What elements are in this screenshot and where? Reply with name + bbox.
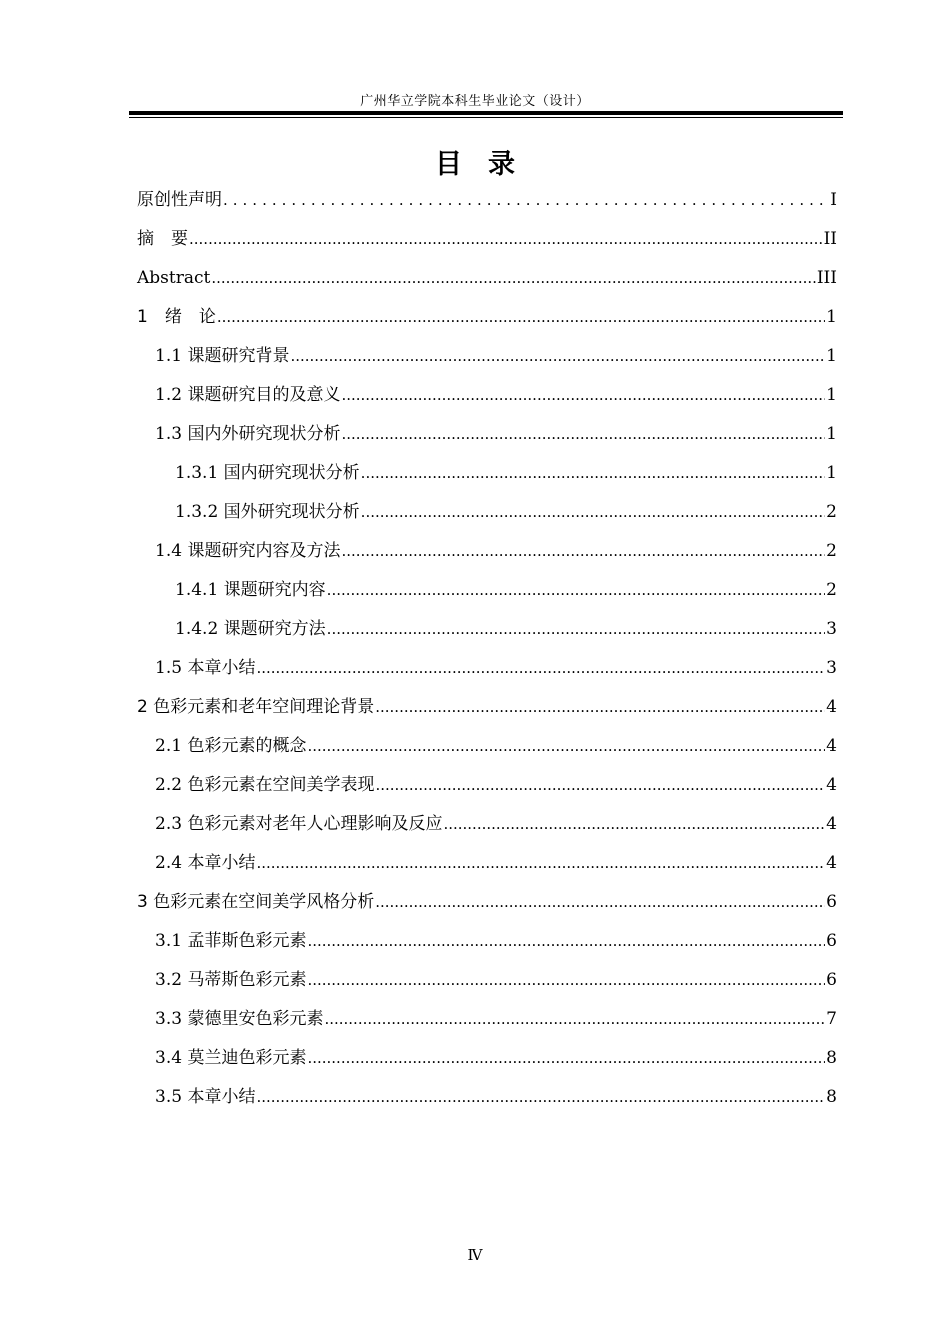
toc-entry-label: 1.4.2 课题研究方法	[175, 619, 326, 639]
toc-entry[interactable]	[137, 376, 837, 415]
toc-entry-page: 2	[826, 541, 837, 561]
toc-leader	[189, 220, 823, 259]
toc-entry-label: 1.4.1 课题研究内容	[175, 580, 326, 600]
toc-entry-label: 1.4 课题研究内容及方法	[155, 541, 341, 561]
toc-entry[interactable]	[137, 571, 837, 610]
toc-entry-page: 1	[826, 307, 837, 327]
toc-entry-page: 6	[826, 970, 837, 990]
toc-entry-page: 1	[826, 385, 837, 405]
table-of-contents	[137, 181, 837, 1117]
toc-entry[interactable]	[137, 415, 837, 454]
toc-entry-label: 2 色彩元素和老年空间理论背景	[137, 697, 375, 717]
toc-entry-page: 3	[826, 658, 837, 678]
toc-entry-page: 1	[826, 346, 837, 366]
running-header: 广州华立学院本科生毕业论文（设计）	[360, 94, 590, 109]
toc-leader	[307, 1039, 825, 1078]
toc-entry-page: 8	[826, 1048, 837, 1068]
page-number: Ⅳ	[467, 1246, 483, 1264]
toc-leader	[324, 1000, 825, 1039]
toc-entry-label: 原创性声明	[137, 190, 222, 210]
toc-entry-page: 4	[826, 814, 837, 834]
toc-entry-page: 4	[826, 736, 837, 756]
toc-entry-label: 3.3 蒙德里安色彩元素	[155, 1009, 324, 1029]
toc-leader	[223, 181, 829, 220]
toc-entry[interactable]	[137, 610, 837, 649]
toc-leader	[375, 766, 825, 805]
toc-entry-label: Abstract	[137, 268, 211, 288]
toc-entry[interactable]	[137, 220, 837, 259]
toc-entry[interactable]	[137, 337, 837, 376]
toc-leader	[307, 727, 825, 766]
toc-entry-label: 3.4 莫兰迪色彩元素	[155, 1048, 307, 1068]
toc-entry-page: 2	[826, 580, 837, 600]
toc-leader	[341, 376, 825, 415]
toc-leader	[361, 493, 826, 532]
toc-leader	[341, 532, 825, 571]
toc-leader	[256, 1078, 825, 1117]
toc-entry-page: II	[823, 229, 837, 249]
toc-entry-label: 1.1 课题研究背景	[155, 346, 290, 366]
toc-entry-label: 摘 要	[137, 229, 188, 249]
toc-leader	[256, 844, 825, 883]
toc-entry-page: 4	[826, 775, 837, 795]
toc-entry[interactable]	[137, 1000, 837, 1039]
toc-entry[interactable]	[137, 532, 837, 571]
toc-leader	[290, 337, 825, 376]
toc-entry-label: 3.2 马蒂斯色彩元素	[155, 970, 307, 990]
toc-entry[interactable]	[137, 727, 837, 766]
toc-entry-page: 4	[826, 697, 837, 717]
toc-entry-label: 1.3 国内外研究现状分析	[155, 424, 341, 444]
toc-entry-label: 2.4 本章小结	[155, 853, 256, 873]
toc-entry[interactable]	[137, 493, 837, 532]
toc-leader	[341, 415, 825, 454]
toc-entry-page: 6	[826, 892, 837, 912]
toc-entry-page: 4	[826, 853, 837, 873]
toc-leader	[307, 961, 825, 1000]
toc-leader	[375, 688, 825, 727]
toc-entry-page: 1	[826, 424, 837, 444]
toc-entry-label: 1.3.1 国内研究现状分析	[175, 463, 360, 483]
toc-entry-page: 8	[826, 1087, 837, 1107]
toc-leader	[217, 298, 825, 337]
toc-entry-label: 2.2 色彩元素在空间美学表现	[155, 775, 375, 795]
toc-entry-page: 3	[826, 619, 837, 639]
toc-leader	[375, 883, 825, 922]
toc-entry-label: 2.1 色彩元素的概念	[155, 736, 307, 756]
page-title: 目录	[435, 149, 541, 180]
toc-entry[interactable]	[137, 1039, 837, 1078]
toc-entry[interactable]	[137, 298, 837, 337]
toc-leader	[327, 610, 826, 649]
toc-leader	[443, 805, 825, 844]
toc-entry-page: III	[816, 268, 837, 288]
header-rule-thin	[129, 117, 843, 118]
toc-leader	[211, 259, 816, 298]
toc-entry[interactable]	[137, 259, 837, 298]
toc-entry-label: 1.3.2 国外研究现状分析	[175, 502, 360, 522]
toc-entry[interactable]	[137, 766, 837, 805]
toc-entry-label: 1 绪 论	[137, 307, 216, 327]
toc-entry[interactable]	[137, 1078, 837, 1117]
toc-entry-page: I	[830, 190, 837, 210]
toc-entry[interactable]	[137, 181, 837, 220]
toc-entry[interactable]	[137, 844, 837, 883]
toc-entry-label: 3.5 本章小结	[155, 1087, 256, 1107]
toc-leader	[327, 571, 826, 610]
toc-entry-label: 3 色彩元素在空间美学风格分析	[137, 892, 375, 912]
toc-leader	[307, 922, 825, 961]
toc-entry-label: 1.2 课题研究目的及意义	[155, 385, 341, 405]
toc-entry-label: 2.3 色彩元素对老年人心理影响及反应	[155, 814, 443, 834]
toc-entry-page: 7	[826, 1009, 837, 1029]
toc-entry[interactable]	[137, 883, 837, 922]
toc-entry-label: 3.1 孟菲斯色彩元素	[155, 931, 307, 951]
toc-entry-label: 1.5 本章小结	[155, 658, 256, 678]
toc-entry[interactable]	[137, 961, 837, 1000]
toc-entry[interactable]	[137, 454, 837, 493]
header-rule-thick	[129, 111, 843, 115]
toc-leader	[361, 454, 826, 493]
toc-entry-page: 1	[826, 463, 837, 483]
toc-entry-page: 2	[826, 502, 837, 522]
toc-leader	[256, 649, 825, 688]
toc-entry[interactable]	[137, 922, 837, 961]
toc-entry[interactable]	[137, 649, 837, 688]
toc-entry[interactable]	[137, 805, 837, 844]
toc-entry-page: 6	[826, 931, 837, 951]
toc-entry[interactable]	[137, 688, 837, 727]
